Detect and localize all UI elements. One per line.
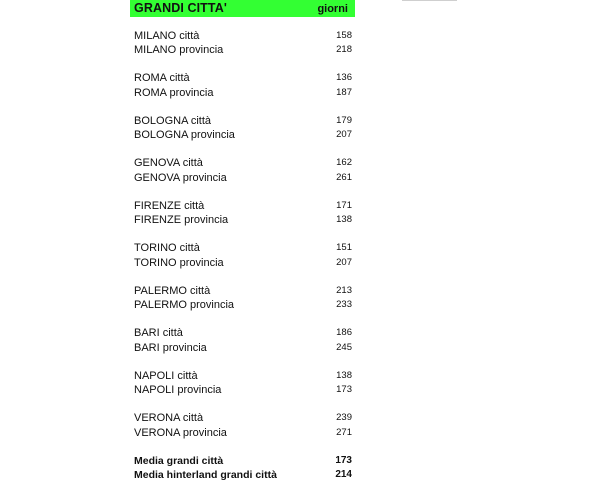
row-label: VERONA provincia <box>134 427 227 439</box>
row-value: 138 <box>336 370 352 381</box>
table-row-genova-citta <box>130 156 355 171</box>
row-label: GENOVA città <box>134 157 203 169</box>
row-label: ROMA provincia <box>134 87 214 99</box>
top-border-line <box>402 0 457 1</box>
row-label: BOLOGNA città <box>134 115 212 127</box>
row-label: PALERMO provincia <box>134 299 235 311</box>
table-row-milano-citta <box>130 29 355 44</box>
table-row-bologna-provincia <box>130 128 355 143</box>
row-label: BARI provincia <box>134 342 207 354</box>
row-value: 233 <box>336 299 352 310</box>
table-row-torino-citta <box>130 241 355 256</box>
row-label: VERONA città <box>134 412 204 424</box>
table-row-bari-provincia <box>130 341 355 356</box>
header-days-column: giorni <box>317 3 348 15</box>
row-label: BARI città <box>134 327 183 339</box>
row-label: BOLOGNA provincia <box>134 129 235 141</box>
header-title: GRANDI CITTA' <box>134 1 227 15</box>
row-value: 207 <box>336 257 352 268</box>
table-row-firenze-provincia <box>130 213 355 228</box>
row-value: 245 <box>336 342 352 353</box>
row-value: 186 <box>336 327 352 338</box>
table-row-milano-provincia <box>130 43 355 58</box>
summary-row-media-grandi-citta <box>130 454 355 469</box>
row-label: FIRENZE provincia <box>134 214 229 226</box>
table-row-roma-citta <box>130 71 355 86</box>
table-row-firenze-citta <box>130 199 355 214</box>
row-label: TORINO città <box>134 242 200 254</box>
table-row-verona-citta <box>130 411 355 426</box>
table-row-verona-provincia <box>130 426 355 441</box>
table-row-roma-provincia <box>130 86 355 101</box>
row-value: 158 <box>336 30 352 41</box>
row-label: Media grandi città <box>134 455 224 467</box>
table-row-torino-provincia <box>130 256 355 271</box>
row-value: 151 <box>336 242 352 253</box>
row-label: FIRENZE città <box>134 200 205 212</box>
row-value: 239 <box>336 412 352 423</box>
row-value: 162 <box>336 157 352 168</box>
row-value: 207 <box>336 129 352 140</box>
table-row-bologna-citta <box>130 114 355 129</box>
row-value: 271 <box>336 427 352 438</box>
table-row-bari-citta <box>130 326 355 341</box>
row-value: 136 <box>336 72 352 83</box>
row-value: 187 <box>336 87 352 98</box>
row-value: 179 <box>336 115 352 126</box>
summary-row-media-hinterland <box>130 468 355 483</box>
table-row-palermo-provincia <box>130 298 355 313</box>
row-label: MILANO città <box>134 30 200 42</box>
row-value: 214 <box>335 469 352 480</box>
row-value: 213 <box>336 285 352 296</box>
table-row-genova-provincia <box>130 171 355 186</box>
table-row-palermo-citta <box>130 284 355 299</box>
row-label: PALERMO città <box>134 285 211 297</box>
row-value: 171 <box>336 200 352 211</box>
row-value: 173 <box>336 384 352 395</box>
row-label: TORINO provincia <box>134 257 224 269</box>
row-label: NAPOLI città <box>134 370 198 382</box>
row-label: Media hinterland grandi città <box>134 469 277 481</box>
row-value: 218 <box>336 44 352 55</box>
table-row-napoli-citta <box>130 369 355 384</box>
row-label: ROMA città <box>134 72 190 84</box>
table-row-napoli-provincia <box>130 383 355 398</box>
row-label: GENOVA provincia <box>134 172 227 184</box>
row-value: 261 <box>336 172 352 183</box>
row-label: MILANO provincia <box>134 44 224 56</box>
row-label: NAPOLI provincia <box>134 384 222 396</box>
table-header <box>130 0 355 17</box>
row-value: 173 <box>335 455 352 466</box>
row-value: 138 <box>336 214 352 225</box>
